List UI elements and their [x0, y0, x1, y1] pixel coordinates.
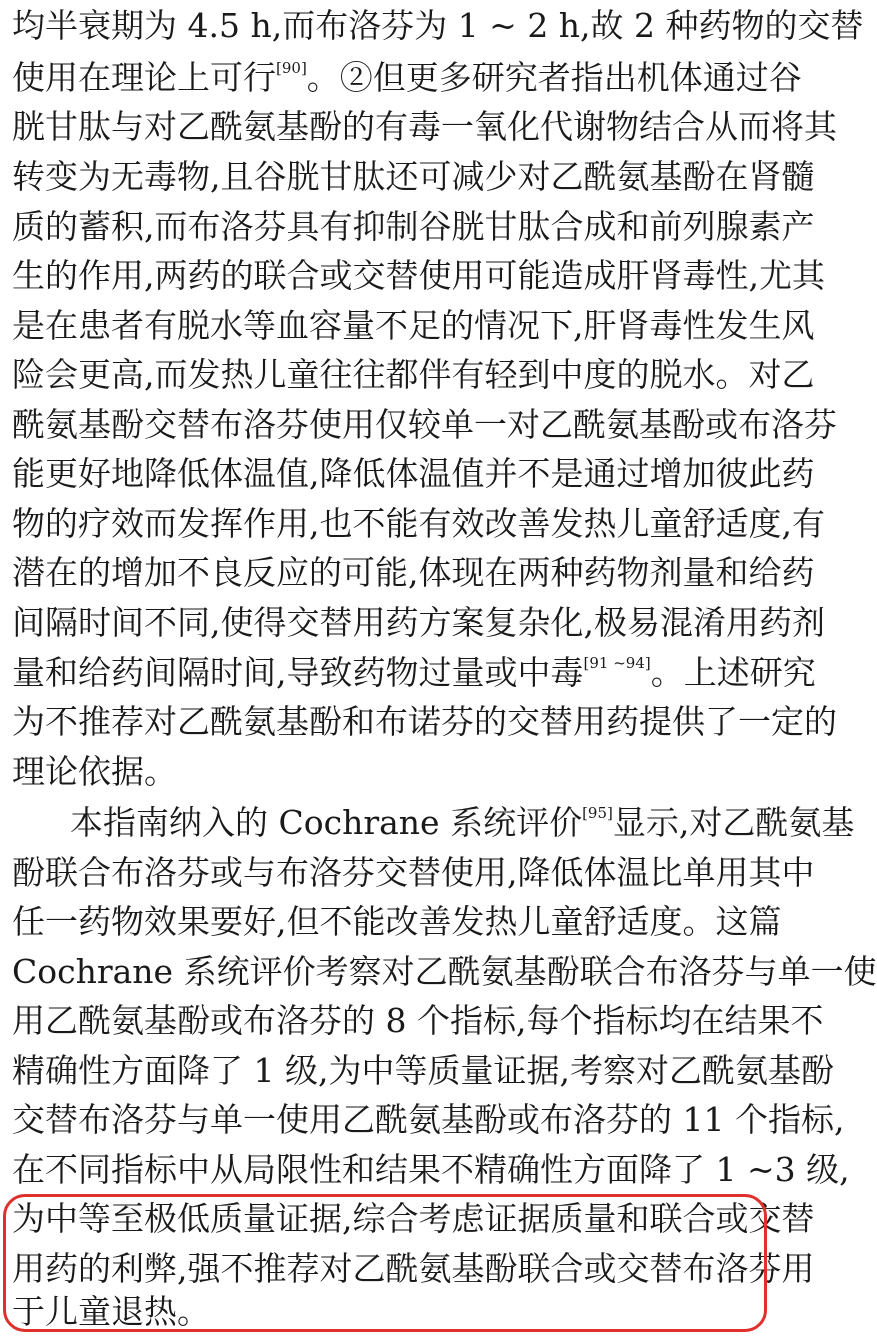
text-line: 本指南纳入的 Cochrane 系统评价[95]显示,对乙酰氨基 [70, 803, 855, 842]
text-line: Cochrane 系统评价考察对乙酰氨基酚联合布洛芬与单一使 [12, 952, 877, 991]
text-line: 理论依据。 [12, 752, 177, 791]
text-line: 质的蓄积,而布洛芬具有抑制谷胱甘肽合成和前列腺素产 [12, 207, 815, 246]
text-line: 精确性方面降了 1 级,为中等质量证据,考察对乙酰氨基酚 [12, 1051, 834, 1090]
text-line: 交替布洛芬与单一使用乙酰氨基酚或布洛芬的 11 个指标, [12, 1100, 845, 1139]
text-line: 酚联合布洛芬或与布洛芬交替使用,降低体温比单用其中 [12, 853, 815, 892]
text-line: 为不推荐对乙酰氨基酚和布诺芬的交替用药提供了一定的 [12, 702, 837, 741]
citation-ref: [91 ~94] [583, 654, 651, 672]
text-line: 间隔时间不同,使得交替用药方案复杂化,极易混淆用药剂 [12, 603, 825, 642]
text-line: 均半衰期为 4.5 h,而布洛芬为 1 ~ 2 h,故 2 种药物的交替 [12, 6, 864, 45]
citation-ref: [95] [582, 804, 613, 822]
text-line: 在不同指标中从局限性和结果不精确性方面降了 1 ~3 级, [12, 1150, 850, 1189]
text-line: 潜在的增加不良反应的可能,体现在两种药物剂量和给药 [12, 553, 815, 592]
text-line: 为中等至极低质量证据,综合考虑证据质量和联合或交替 [12, 1199, 815, 1238]
citation-ref: [90] [276, 59, 307, 77]
text-line: 用药的利弊,强不推荐对乙酰氨基酚联合或交替布洛芬用 [12, 1249, 815, 1288]
text-line: 转变为无毒物,且谷胱甘肽还可减少对乙酰氨基酚在肾髓 [12, 157, 815, 196]
text-line: 物的疗效而发挥作用,也不能有效改善发热儿童舒适度,有 [12, 504, 825, 543]
text-line: 能更好地降低体温值,降低体温值并不是通过增加彼此药 [12, 454, 815, 493]
text-line: 使用在理论上可行[90]。②但更多研究者指出机体通过谷 [12, 58, 802, 97]
text-line: 险会更高,而发热儿童往往都伴有轻到中度的脱水。对乙 [12, 355, 815, 394]
text-line: 生的作用,两药的联合或交替使用可能造成肝肾毒性,尤其 [12, 256, 825, 295]
text-line: 酰氨基酚交替布洛芬使用仅较单一对乙酰氨基酚或布洛芬 [12, 405, 837, 444]
text-line: 量和给药间隔时间,导致药物过量或中毒[91 ~94]。上述研究 [12, 653, 816, 692]
text-line: 用乙酰氨基酚或布洛芬的 8 个指标,每个指标均在结果不 [12, 1001, 824, 1040]
highlight-box [3, 1194, 815, 1332]
text-line: 任一药物效果要好,但不能改善发热儿童舒适度。这篇 [12, 902, 782, 941]
text-line: 于儿童退热。 [12, 1292, 210, 1331]
text-line: 是在患者有脱水等血容量不足的情况下,肝肾毒性发生风 [12, 306, 815, 345]
text-line: 胱甘肽与对乙酰氨基酚的有毒一氧化代谢物结合从而将其 [12, 107, 837, 146]
